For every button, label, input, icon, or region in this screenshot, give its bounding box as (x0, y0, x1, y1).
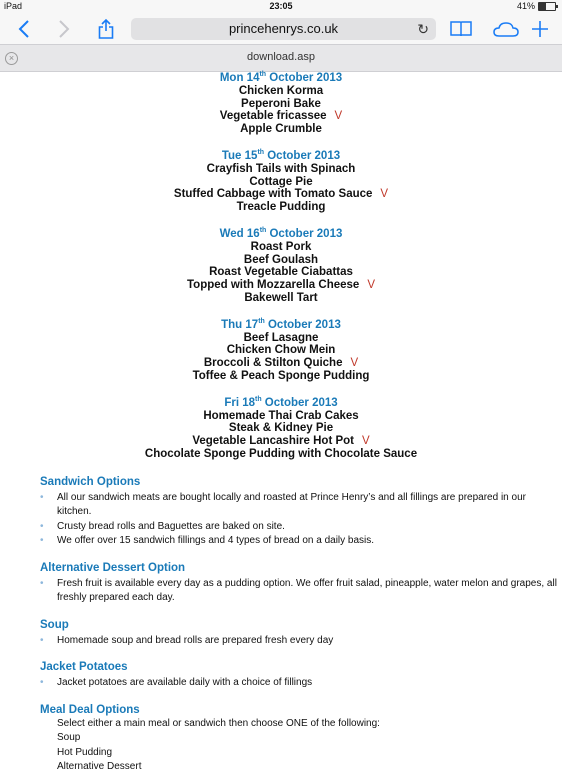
menu-item: Homemade Thai Crab Cakes (203, 409, 359, 422)
reload-icon[interactable]: ↻ (417, 21, 429, 37)
meal-deal-line: Alternative Dessert (57, 761, 142, 773)
menu-item: Stuffed Cabbage with Tomato Sauce V (173, 188, 389, 201)
menu-item: Beef Goulash (243, 253, 319, 266)
vegetarian-mark: V (380, 188, 389, 201)
chevron-left-icon (18, 20, 30, 38)
weekly-menu (0, 72, 562, 461)
icloud-tabs-button[interactable] (491, 18, 521, 40)
menu-day (0, 397, 562, 461)
list-item: • Jacket potatoes are available daily with a choice of fillings (40, 676, 562, 691)
vegetarian-mark: V (350, 357, 359, 370)
jacket-section (0, 660, 562, 691)
share-icon (98, 19, 114, 39)
device-label: iPad (4, 1, 23, 11)
menu-item: Roast Vegetable Ciabattas (209, 266, 353, 279)
dessert-heading: Alternative Dessert Option (40, 561, 186, 574)
sandwich-section (0, 475, 562, 549)
day-heading: Tue 15th October 2013 (221, 149, 341, 162)
menu-item: Roast Pork (250, 240, 312, 253)
list-item: • All our sandwich meats are bought locally and roasted at Prince Henry’s and all fillings are prepared in our kitchen. (40, 491, 562, 520)
menu-item: Treacle Pudding (236, 201, 326, 214)
forward-button[interactable] (52, 18, 76, 40)
meal-deal-line: Hot Pudding (57, 746, 113, 758)
list-item: • Homemade soup and bread rolls are prepared fresh every day (40, 634, 562, 649)
tab-bar (0, 44, 562, 72)
menu-item: Topped with Mozzarella Cheese V (187, 279, 375, 292)
menu-day (0, 228, 562, 305)
document-page[interactable] (0, 71, 562, 773)
menu-day (0, 150, 562, 214)
menu-item: Beef Lasagne (243, 331, 319, 344)
list-item: • We offer over 15 sandwich fillings and 4 types of bread on a daily basis. (40, 534, 562, 549)
clock: 23:05 (269, 1, 293, 11)
battery-icon (538, 2, 556, 11)
menu-day (0, 72, 562, 136)
jacket-heading: Jacket Potatoes (40, 661, 128, 674)
menu-item: Vegetable fricassee V (219, 110, 343, 123)
new-tab-button[interactable] (528, 18, 552, 40)
bookmarks-button[interactable] (449, 18, 473, 40)
menu-item: Broccoli & Stilton Quiche V (203, 357, 359, 370)
battery-percent: 41% (516, 1, 535, 11)
battery-indicator (517, 1, 556, 11)
soup-heading: Soup (40, 618, 69, 631)
meal-deal-section (0, 703, 562, 775)
menu-item: Bakewell Tart (244, 291, 318, 304)
browser-toolbar (0, 14, 562, 44)
menu-item: Chocolate Sponge Pudding with Chocolate Sauce (144, 447, 418, 460)
meal-deal-heading: Meal Deal Options (40, 703, 140, 716)
vegetarian-mark: V (367, 279, 375, 292)
status-bar (0, 0, 562, 14)
menu-day (0, 319, 562, 383)
menu-item: Steak & Kidney Pie (228, 422, 334, 435)
vegetarian-mark: V (334, 110, 343, 123)
share-button[interactable] (94, 18, 118, 40)
dessert-section (0, 561, 562, 606)
address-bar[interactable] (131, 18, 436, 40)
day-heading: Wed 16th October 2013 (219, 227, 343, 240)
menu-item: Cottage Pie (249, 175, 313, 188)
day-heading: Thu 17th October 2013 (221, 317, 341, 331)
menu-item: Toffee & Peach Sponge Pudding (192, 369, 370, 382)
list-item: • Crusty bread rolls and Baguettes are baked on site. (40, 520, 562, 535)
chevron-right-icon (58, 20, 70, 38)
plus-icon (532, 21, 548, 37)
sandwich-heading: Sandwich Options (40, 475, 141, 488)
menu-item: Vegetable Lancashire Hot Pot V (192, 435, 370, 448)
vegetarian-mark: V (362, 435, 370, 448)
list-item: • Fresh fruit is available every day as a pudding option. We offer fruit salad, pineapple, water melon and grapes, all freshly prepared each day. (40, 577, 562, 606)
meal-deal-line: Soup (57, 732, 81, 744)
menu-item: Chicken Korma (238, 84, 324, 97)
close-tab-icon[interactable]: × (5, 52, 18, 65)
tab-title[interactable]: download.asp (247, 51, 315, 63)
menu-item: Crayfish Tails with Spinach (206, 162, 356, 175)
cloud-icon (493, 21, 519, 37)
back-button[interactable] (12, 18, 36, 40)
day-heading: Fri 18th October 2013 (224, 395, 338, 409)
menu-item: Apple Crumble (240, 123, 322, 136)
menu-item: Peperoni Bake (241, 97, 321, 110)
meal-deal-line: Select either a main meal or sandwich then choose ONE of the following: (57, 717, 380, 729)
soup-section (0, 618, 562, 649)
url-text: princehenrys.co.uk (228, 21, 339, 36)
day-heading: Mon 14th October 2013 (219, 71, 343, 84)
book-icon (450, 21, 472, 37)
menu-item: Chicken Chow Mein (226, 344, 336, 357)
